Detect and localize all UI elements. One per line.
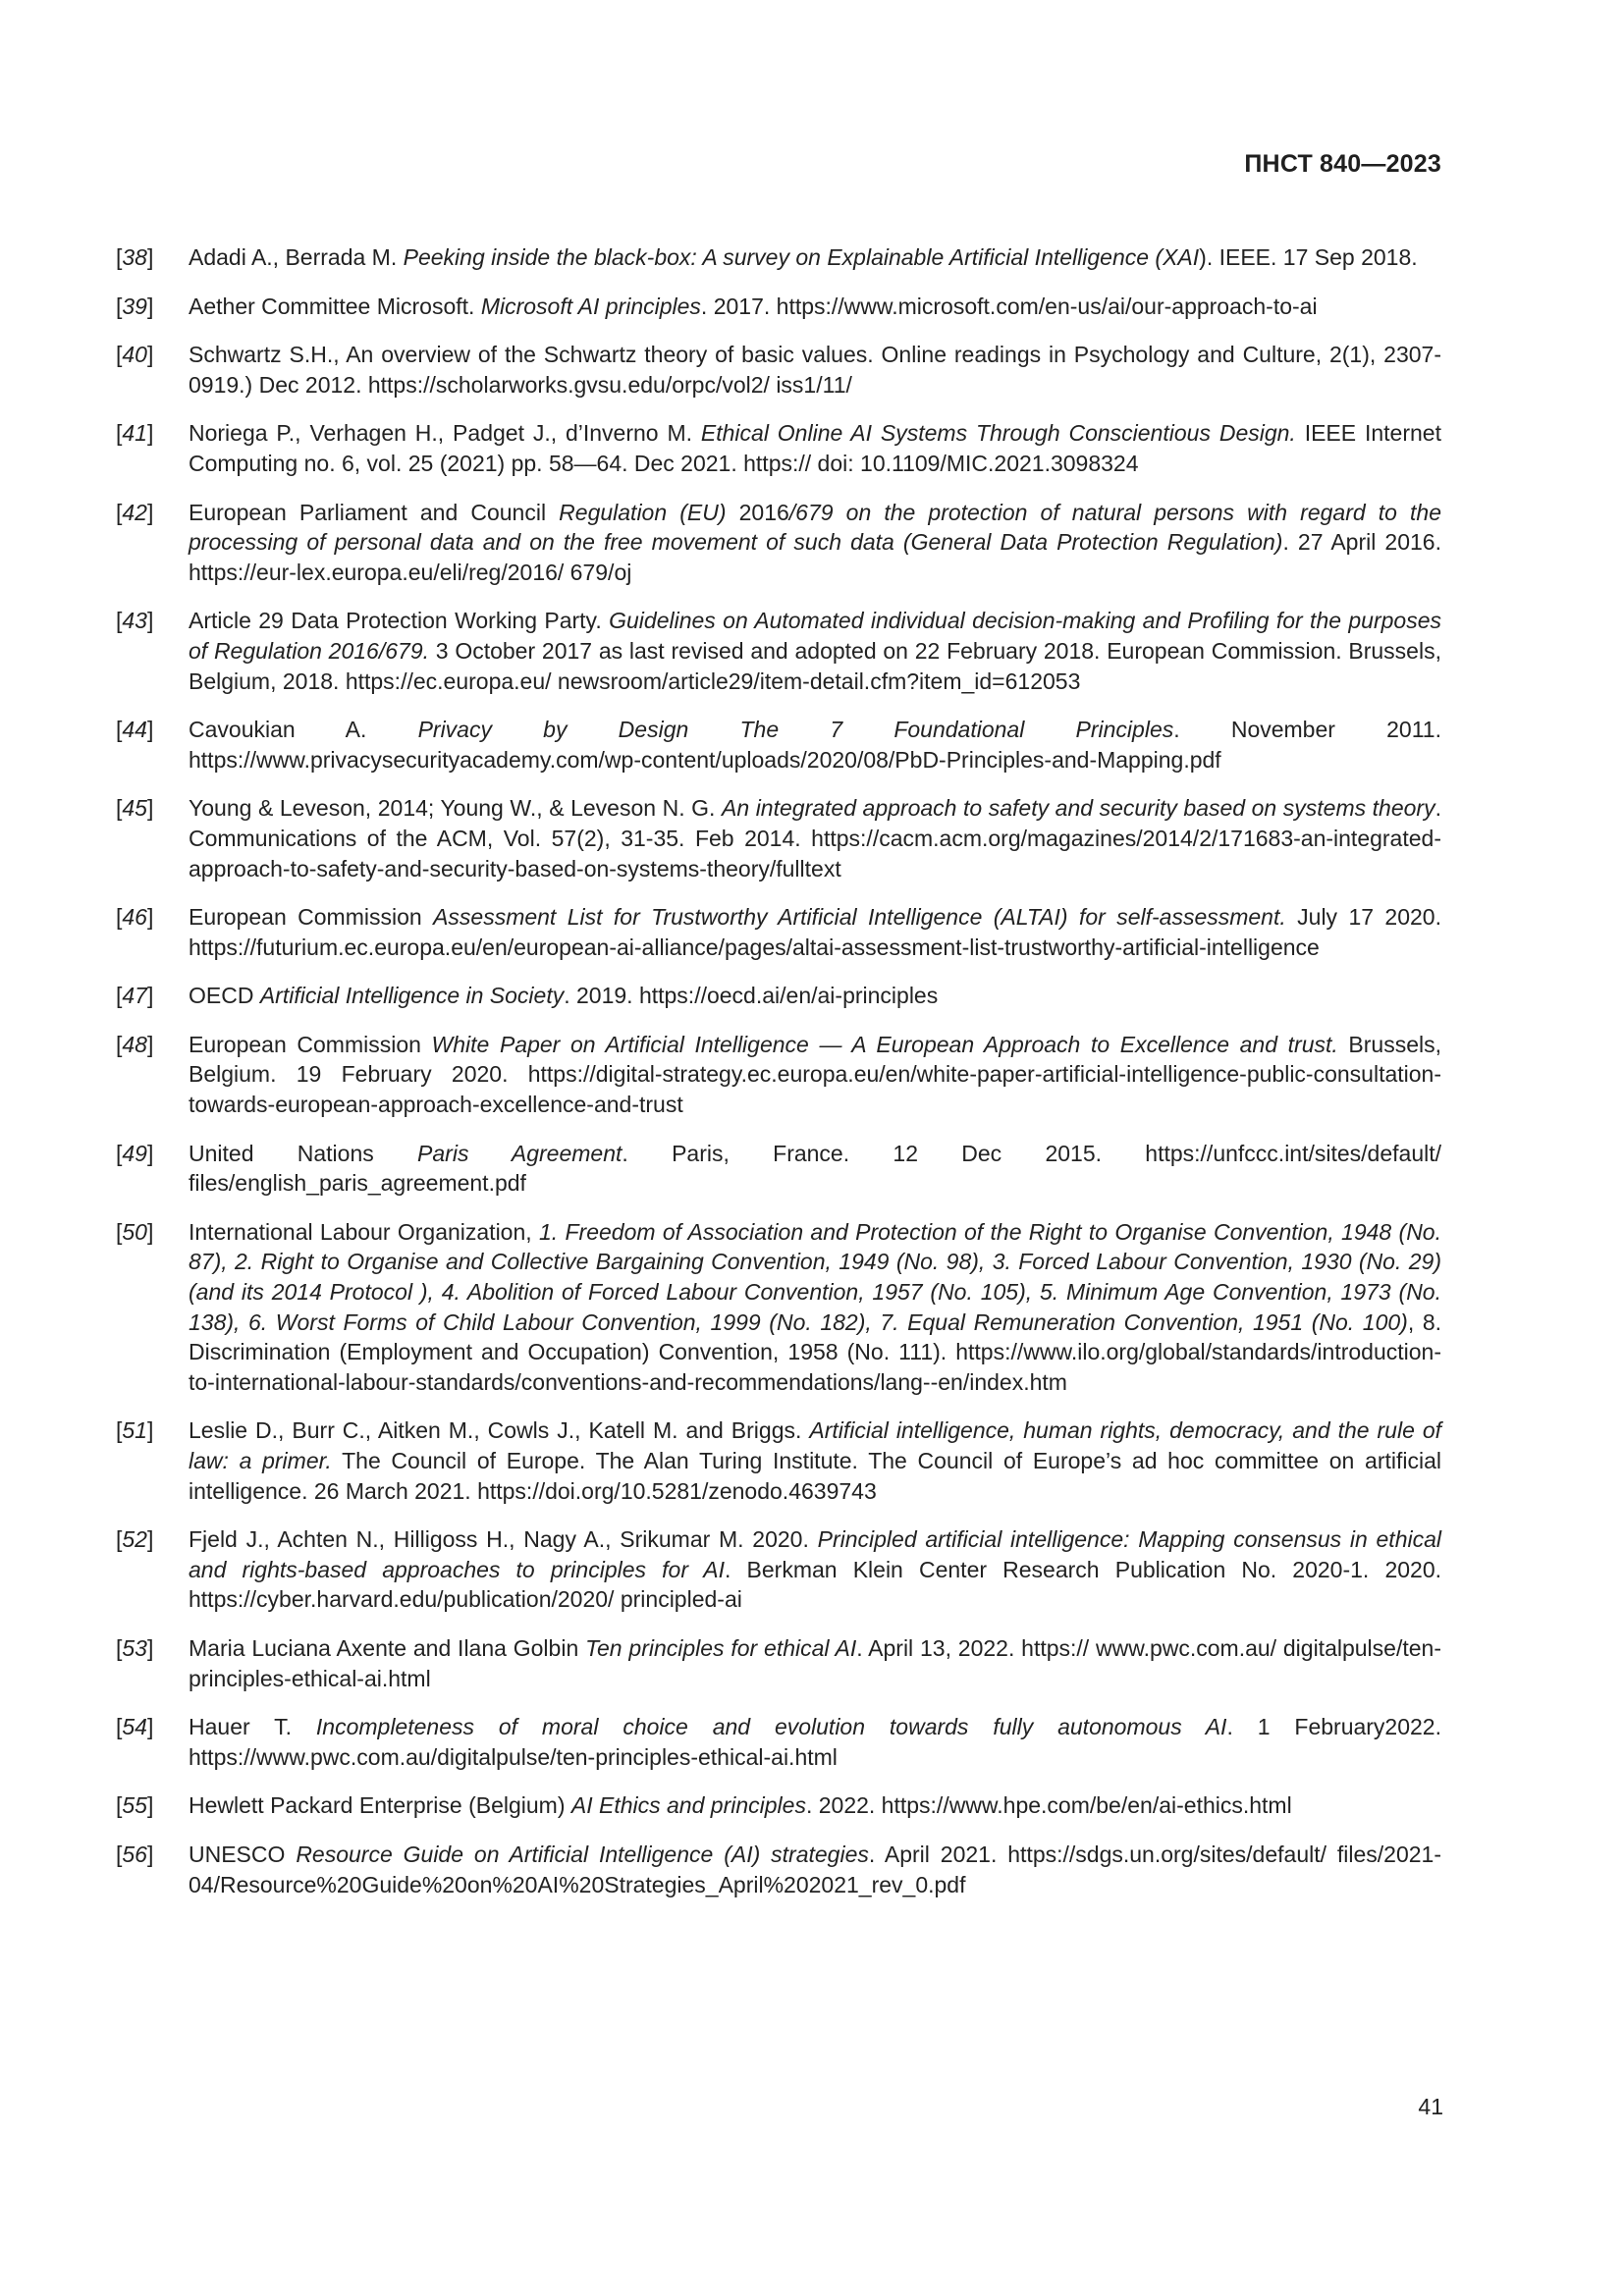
reference-text-segment: . 2022. https://www.hpe.com/be/en/ai-ethics.html bbox=[805, 1792, 1292, 1819]
reference-title: /679 on the protection of natural persons with regard to the processing of personal data and on the free movement of such data (General Data Protection Regulation) bbox=[189, 499, 1441, 556]
reference-title: AI Ethics and principles bbox=[570, 1792, 806, 1819]
reference-title: Paris Agreement bbox=[417, 1140, 623, 1166]
reference-number: [45] bbox=[116, 795, 154, 822]
reference-text-segment: UNESCO bbox=[189, 1841, 297, 1867]
page-number: 41 bbox=[1418, 2094, 1443, 2119]
reference-item bbox=[116, 715, 1441, 774]
reference-text-segment: Hauer T. bbox=[189, 1714, 316, 1740]
reference-title: Incompleteness of moral choice and evolution towards fully autonomous AI bbox=[315, 1714, 1227, 1740]
reference-number: [47] bbox=[116, 983, 154, 1009]
reference-text bbox=[189, 1790, 1441, 1821]
reference-item bbox=[116, 1524, 1441, 1615]
reference-text-segment: International Labour Organization, bbox=[189, 1218, 539, 1245]
reference-title: Artificial intelligence, human rights, democracy, and the rule of law: a primer. bbox=[189, 1417, 1442, 1473]
reference-text-segment: . April 2021. https://sdgs.un.org/sites/default/ files/2021-04/Resource%20Guide%20on%20AI%20Strategies_April%202021_rev_0.pdf bbox=[189, 1841, 1442, 1897]
reference-number-value: 41 bbox=[122, 420, 147, 447]
reference-text-segment: Young & Leveson, 2014; Young W., & Leveson N. G. bbox=[189, 795, 722, 822]
reference-number-value: 49 bbox=[122, 1140, 147, 1166]
reference-text-segment: 3 October 2017 as last revised and adopted on 22 February 2018. European Commission. Brussels, Belgium, 2018. https://ec.europa.eu/ newsroom/article29/item-detail.cfm?item_id=612053 bbox=[189, 637, 1441, 694]
reference-item bbox=[116, 1415, 1441, 1506]
reference-list bbox=[116, 242, 1441, 1918]
reference-text bbox=[189, 1524, 1441, 1615]
reference-title: Privacy by Design The 7 Foundational Principles bbox=[417, 717, 1174, 743]
reference-item bbox=[116, 1030, 1441, 1120]
reference-number-value: 40 bbox=[122, 342, 147, 368]
reference-title: Regulation (EU) bbox=[559, 499, 739, 525]
reference-title: Peeking inside the black-box: A survey on Explainable Artificial Intelligence (XAI bbox=[403, 244, 1200, 270]
reference-item bbox=[116, 1790, 1441, 1821]
reference-item bbox=[116, 242, 1441, 273]
reference-item bbox=[116, 418, 1441, 478]
reference-number: [39] bbox=[116, 293, 154, 319]
reference-text bbox=[189, 242, 1441, 273]
reference-item bbox=[116, 1217, 1441, 1398]
reference-text-segment: . April 13, 2022. https:// www.pwc.com.au/ digitalpulse/ten-principles-ethical-ai.html bbox=[189, 1634, 1441, 1691]
reference-title: Ten principles for ethical AI bbox=[585, 1634, 857, 1661]
reference-text-segment: European Parliament and Council bbox=[189, 499, 560, 525]
reference-number-value: 51 bbox=[122, 1417, 147, 1444]
reference-text bbox=[189, 715, 1441, 774]
reference-item bbox=[116, 292, 1441, 322]
reference-text bbox=[189, 1217, 1441, 1398]
reference-text bbox=[189, 793, 1441, 883]
reference-text-segment: Article 29 Data Protection Working Party. bbox=[189, 608, 610, 634]
reference-text-segment: . 1 February2022. https://www.pwc.com.au/digitalpulse/ten-principles-ethical-ai.html bbox=[189, 1714, 1441, 1770]
reference-number-value: 56 bbox=[122, 1841, 147, 1867]
reference-title: Microsoft AI principles bbox=[480, 293, 701, 319]
reference-text-segment: Fjeld J., Achten N., Hilligoss H., Nagy A., Srikumar M. 2020. bbox=[189, 1526, 818, 1553]
reference-number-value: 55 bbox=[122, 1792, 147, 1819]
reference-text-segment: Cavoukian A. bbox=[189, 717, 418, 743]
reference-number: [42] bbox=[116, 499, 154, 525]
reference-text-segment: Hewlett Packard Enterprise (Belgium) bbox=[189, 1792, 571, 1819]
reference-title: Artificial Intelligence in Society bbox=[259, 983, 565, 1009]
reference-number: [49] bbox=[116, 1140, 154, 1166]
reference-text bbox=[189, 902, 1441, 962]
reference-text bbox=[189, 1633, 1441, 1693]
reference-number: [53] bbox=[116, 1634, 154, 1661]
reference-item bbox=[116, 1139, 1441, 1199]
reference-text-segment: United Nations bbox=[189, 1140, 418, 1166]
reference-number: [38] bbox=[116, 244, 154, 270]
reference-number-value: 47 bbox=[122, 983, 147, 1009]
reference-text bbox=[189, 418, 1441, 478]
reference-item bbox=[116, 981, 1441, 1011]
reference-text-segment: Schwartz S.H., An overview of the Schwartz theory of basic values. Online readings in Psychology and Culture, 2(1), 2307-0919.) Dec 2012. https://scholarworks.gvsu.edu/orpc/vol2/ iss1/11/ bbox=[189, 342, 1441, 398]
reference-number-value: 38 bbox=[122, 244, 147, 270]
reference-text-segment: . Communications of the ACM, Vol. 57(2), 31-35. Feb 2014. https://cacm.acm.org/magazines/2014/2/171683-an-integrated-approach-to-safety-and-security-based-on-systems-theory/fulltext bbox=[189, 795, 1441, 881]
reference-text-segment: Maria Luciana Axente and Ilana Golbin bbox=[189, 1634, 586, 1661]
reference-text-segment: European Commission bbox=[189, 1031, 432, 1057]
reference-item bbox=[116, 793, 1441, 883]
reference-number: [52] bbox=[116, 1526, 154, 1553]
reference-text bbox=[189, 1712, 1441, 1772]
reference-text bbox=[189, 606, 1441, 696]
reference-text-segment: Adadi A., Berrada M. bbox=[189, 244, 404, 270]
reference-number: [55] bbox=[116, 1792, 154, 1819]
reference-number-value: 39 bbox=[122, 293, 147, 319]
reference-title: Assessment List for Trustworthy Artificial Intelligence (ALTAI) for self-assessment. bbox=[433, 904, 1286, 931]
reference-text-segment: European Commission bbox=[189, 904, 434, 931]
reference-text bbox=[189, 981, 1441, 1011]
reference-text-segment: . 2019. https://oecd.ai/en/ai-principles bbox=[564, 983, 939, 1009]
document-code: ПНСТ 840—2023 bbox=[1244, 150, 1441, 178]
reference-number-value: 46 bbox=[122, 904, 147, 931]
reference-text-segment: . November 2011. https://www.privacysecurityacademy.com/wp-content/uploads/2020/08/PbD-Principles-and-Mapping.pdf bbox=[189, 717, 1441, 773]
reference-text bbox=[189, 1139, 1441, 1199]
reference-text bbox=[189, 1415, 1441, 1506]
reference-title: Resource Guide on Artificial Intelligence (AI) strategies bbox=[296, 1841, 869, 1867]
reference-number-value: 48 bbox=[122, 1031, 147, 1057]
reference-text bbox=[189, 340, 1441, 400]
reference-number: [56] bbox=[116, 1841, 154, 1867]
reference-title: Ethical Online AI Systems Through Conscientious Design. bbox=[700, 420, 1296, 447]
reference-number: [41] bbox=[116, 420, 154, 447]
reference-text bbox=[189, 292, 1441, 322]
reference-text-segment: The Council of Europe. The Alan Turing Institute. The Council of Europe’s ad hoc committee on artificial intelligence. 26 March 2021. https://doi.org/10.5281/zenodo.4639743 bbox=[189, 1448, 1441, 1504]
reference-number-value: 45 bbox=[122, 795, 147, 822]
reference-text-segment: Brussels, Belgium. 19 February 2020. https://digital-strategy.ec.europa.eu/en/white-paper-artificial-intelligence-public-consultation-towards-european-approach-excellence-and-trust bbox=[189, 1031, 1441, 1118]
reference-text-segment: OECD bbox=[189, 983, 260, 1009]
reference-text-segment: Noriega P., Verhagen H., Padget J., d’Inverno M. bbox=[189, 420, 701, 447]
reference-number: [51] bbox=[116, 1417, 154, 1444]
reference-number: [50] bbox=[116, 1218, 154, 1245]
reference-text-segment: . Paris, France. 12 Dec 2015. https://unfccc.int/sites/default/ files/english_paris_agreement.pdf bbox=[189, 1140, 1441, 1197]
reference-item bbox=[116, 498, 1441, 588]
reference-number-value: 43 bbox=[122, 608, 147, 634]
reference-item bbox=[116, 1840, 1441, 1899]
reference-number-value: 54 bbox=[122, 1714, 147, 1740]
reference-title: Guidelines on Automated individual decision-making and Profiling for the purposes of Regulation 2016/679. bbox=[189, 608, 1442, 664]
reference-text bbox=[189, 498, 1441, 588]
reference-item bbox=[116, 606, 1441, 696]
reference-item bbox=[116, 1633, 1441, 1693]
reference-number: [46] bbox=[116, 904, 154, 931]
reference-text-segment: . 2017. https://www.microsoft.com/en-us/ai/our-approach-to-ai bbox=[700, 293, 1318, 319]
reference-text-segment: Leslie D., Burr C., Aitken M., Cowls J., Katell M. and Briggs. bbox=[189, 1417, 810, 1444]
reference-number: [44] bbox=[116, 717, 154, 743]
reference-title: White Paper on Artificial Intelligence — A European Approach to Excellence and trust. bbox=[431, 1031, 1338, 1057]
reference-text-segment: IEEE Internet Computing no. 6, vol. 25 (2021) pp. 58—64. Dec 2021. https:// doi: 10.1109/MIC.2021.3098324 bbox=[189, 420, 1441, 476]
reference-number: [40] bbox=[116, 342, 154, 368]
reference-number-value: 42 bbox=[122, 499, 147, 525]
reference-number-value: 44 bbox=[122, 717, 147, 743]
reference-text-segment: ). IEEE. 17 Sep 2018. bbox=[1199, 244, 1418, 270]
reference-item bbox=[116, 1712, 1441, 1772]
reference-text bbox=[189, 1840, 1441, 1899]
reference-title: An integrated approach to safety and security based on systems theory bbox=[722, 795, 1435, 822]
reference-text-segment: , 8. Discrimination (Employment and Occupation) Convention, 1958 (No. 111). https://www.ilo.org/global/standards/introduction-to-international-labour-standards/conventions-and-recommendations/lang--en/index.htm bbox=[189, 1308, 1441, 1395]
reference-text-segment: 2016 bbox=[738, 499, 789, 525]
reference-number: [54] bbox=[116, 1714, 154, 1740]
reference-number-value: 50 bbox=[122, 1218, 147, 1245]
reference-item bbox=[116, 902, 1441, 962]
reference-number-value: 52 bbox=[122, 1526, 147, 1553]
reference-title: 1. Freedom of Association and Protection of the Right to Organise Convention, 1948 (No. 87), 2. Right to Organise and Collective Bargaining Convention, 1949 (No. 98), 3. Forced Labour Convention, 1930 (No. 29) (and its 2014 Protocol ), 4. Abolition of Forced Labour Convention, 1957 (No. 105), 5. Minimum Age Convention, 1973 (No. 138), 6. Worst Forms of Child Labour Convention, 1999 (No. 182), 7. Equal Remuneration Convention, 1951 (No. 100) bbox=[189, 1218, 1441, 1335]
reference-text bbox=[189, 1030, 1441, 1120]
reference-item bbox=[116, 340, 1441, 400]
reference-text-segment: . Berkman Klein Center Research Publication No. 2020-1. 2020. https://cyber.harvard.edu/publication/2020/ principled-ai bbox=[189, 1556, 1442, 1613]
reference-title: Principled artificial intelligence: Mapping consensus in ethical and rights-based approaches to principles for AI bbox=[189, 1526, 1441, 1582]
reference-number: [48] bbox=[116, 1031, 154, 1057]
reference-text-segment: Aether Committee Microsoft. bbox=[189, 293, 481, 319]
reference-number: [43] bbox=[116, 608, 154, 634]
reference-text-segment: July 17 2020. https://futurium.ec.europa.eu/en/european-ai-alliance/pages/altai-assessment-list-trustworthy-artificial-intelligence bbox=[189, 904, 1441, 960]
reference-text-segment: . 27 April 2016. https://eur-lex.europa.eu/eli/reg/2016/ 679/oj bbox=[189, 529, 1441, 585]
reference-number-value: 53 bbox=[122, 1634, 147, 1661]
